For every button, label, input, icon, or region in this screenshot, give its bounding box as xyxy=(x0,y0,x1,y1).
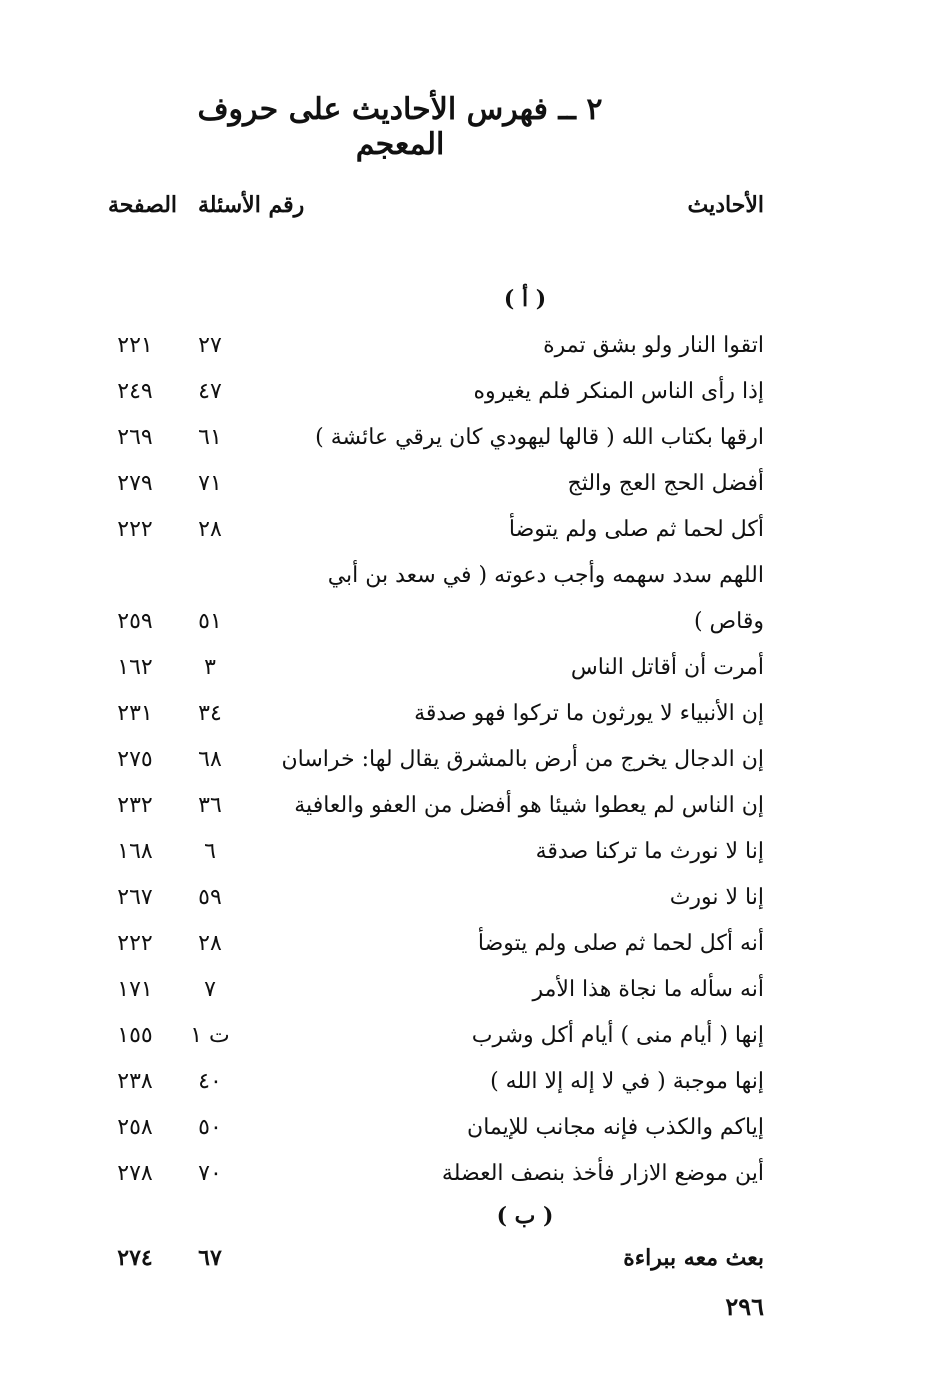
hadith-text: وقاص ) xyxy=(693,609,764,634)
question-number: ٦٧ xyxy=(198,1245,222,1271)
page-ref: ٢٤٩ xyxy=(117,379,153,404)
hadith-text: أين موضع الازار فأخذ بنصف العضلة xyxy=(441,1161,764,1186)
hadith-text: أفضل الحج العج والثج xyxy=(567,471,764,496)
hadith-text: إنها موجبة ( في لا إله إلا الله ) xyxy=(490,1069,764,1094)
hadith-text: أنه أكل لحما ثم صلى ولم يتوضأ xyxy=(477,931,764,956)
section-letter-ba: ( ب ) xyxy=(496,1203,554,1229)
hadith-text: أكل لحما ثم صلى ولم يتوضأ xyxy=(508,517,764,542)
column-header-question-number: رقم الأسئلة xyxy=(198,192,305,218)
hadith-text: إنها ( أيام منى ) أيام أكل وشرب xyxy=(471,1023,764,1048)
index-row xyxy=(0,609,942,649)
hadith-text: إذا رأى الناس المنكر فلم يغيروه xyxy=(473,379,764,404)
page-ref: ٢٧٩ xyxy=(117,471,153,496)
question-number: ٥١ xyxy=(198,609,222,634)
page-ref: ١٧١ xyxy=(117,977,153,1002)
question-number: ٦٨ xyxy=(198,747,222,772)
index-row xyxy=(0,1115,942,1155)
index-row xyxy=(0,1069,942,1109)
question-number: ٦ xyxy=(204,839,216,864)
index-row xyxy=(0,563,942,603)
question-number: ٢٨ xyxy=(198,931,222,956)
index-row xyxy=(0,1161,942,1201)
page-ref: ٢٧٥ xyxy=(117,747,153,772)
question-number: ٣٤ xyxy=(198,701,222,726)
page-ref: ٢٧٤ xyxy=(117,1245,153,1271)
page-ref: ١٦٢ xyxy=(117,655,153,680)
hadith-text: إن الناس لم يعطوا شيئا هو أفضل من العفو والعافية xyxy=(294,793,764,818)
hadith-text: إياكم والكذب فإنه مجانب للإيمان xyxy=(467,1115,764,1140)
hadith-text: إن الدجال يخرج من أرض بالمشرق يقال لها: خراسان xyxy=(281,747,764,772)
hadith-text: إنا لا نورث ما تركنا صدقة xyxy=(535,839,764,864)
hadith-text: بعث معه ببراءة xyxy=(623,1245,764,1271)
index-row xyxy=(0,471,942,511)
index-row xyxy=(0,747,942,787)
question-number: ٧٠ xyxy=(198,1161,222,1186)
hadith-text: أنه سأله ما نجاة هذا الأمر xyxy=(532,977,764,1002)
page-title: ٢ ــ فهرس الأحاديث على حروف المعجم xyxy=(197,92,603,162)
question-number: ٣٦ xyxy=(198,793,222,818)
hadith-text: إن الأنبياء لا يورثون ما تركوا فهو صدقة xyxy=(414,701,764,726)
question-number: ٤٠ xyxy=(198,1069,222,1094)
index-row xyxy=(0,885,942,925)
question-number: ٥٩ xyxy=(198,885,222,910)
question-number: ٢٨ xyxy=(198,517,222,542)
index-row xyxy=(0,379,942,419)
question-number: ٧١ xyxy=(198,471,222,496)
index-row xyxy=(0,517,942,557)
page-ref: ١٦٨ xyxy=(117,839,153,864)
section-letter-alif: ( أ ) xyxy=(503,286,547,312)
page-ref: ٢٢٢ xyxy=(117,931,153,956)
hadith-text: أمرت أن أقاتل الناس xyxy=(570,655,764,680)
question-number: ٣ xyxy=(204,655,216,680)
page-ref: ٢٥٩ xyxy=(117,609,153,634)
hadith-text: إنا لا نورث xyxy=(669,885,764,910)
page-ref: ٢٣٢ xyxy=(117,793,153,818)
page-ref: ١٥٥ xyxy=(117,1023,153,1048)
page-ref: ٢٣١ xyxy=(117,701,153,726)
question-number: ٢٧ xyxy=(198,333,222,358)
question-number: ت ١ xyxy=(190,1023,230,1048)
page-ref: ٢٧٨ xyxy=(117,1161,153,1186)
index-row xyxy=(0,425,942,465)
index-row xyxy=(0,839,942,879)
page-ref: ٢٦٧ xyxy=(117,885,153,910)
column-header-hadith: الأحاديث xyxy=(687,192,764,218)
page-ref: ٢٦٩ xyxy=(117,425,153,450)
index-row xyxy=(0,793,942,833)
question-number: ٤٧ xyxy=(198,379,222,404)
index-row xyxy=(0,655,942,695)
question-number: ٦١ xyxy=(198,425,222,450)
index-row xyxy=(0,333,942,373)
question-number: ٥٠ xyxy=(198,1115,222,1140)
index-row xyxy=(0,1023,942,1063)
hadith-text: ارقها بكتاب الله ( قالها ليهودي كان يرقي عائشة ) xyxy=(315,425,764,450)
index-row xyxy=(0,1245,942,1285)
page-ref: ٢٣٨ xyxy=(117,1069,153,1094)
page-ref: ٢٢٢ xyxy=(117,517,153,542)
hadith-text: اتقوا النار ولو بشق تمرة xyxy=(543,333,764,358)
page-ref: ٢٥٨ xyxy=(117,1115,153,1140)
index-row xyxy=(0,977,942,1017)
page-ref: ٢٢١ xyxy=(117,333,153,358)
hadith-text: اللهم سدد سهمه وأجب دعوته ( في سعد بن أبي xyxy=(327,563,764,588)
question-number: ٧ xyxy=(204,977,216,1002)
index-row xyxy=(0,931,942,971)
page-number: ٢٩٦ xyxy=(725,1292,764,1321)
index-row xyxy=(0,701,942,741)
column-header-page: الصفحة xyxy=(108,192,178,218)
